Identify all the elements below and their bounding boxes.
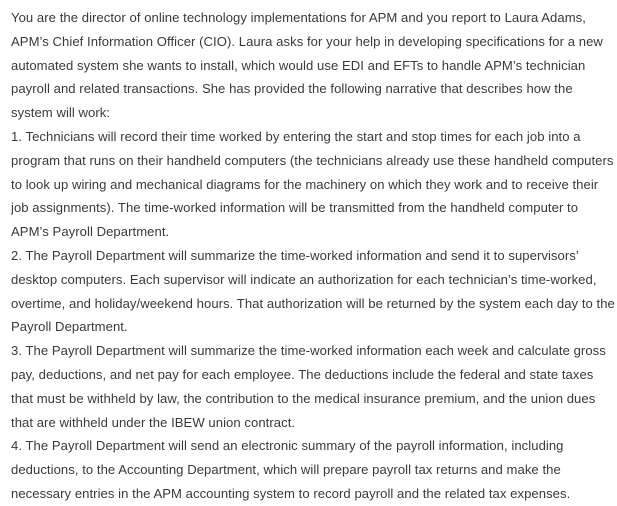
step-1-paragraph: 1. Technicians will record their time worked by entering the start and stop times for each job into a program that runs on their handheld computers (the technicians already use these handheld computers to look up wiring and mechanical diagrams for the machinery on which they work and to receive their job assignments). The time-worked information will be transmitted from the handheld computer to APM’s Payroll Department. <box>11 128 614 240</box>
document-body <box>11 6 615 506</box>
step-2-paragraph: 2. The Payroll Department will summarize the time-worked information and send it to supervisors’ desktop computers. Each supervisor will indicate an authorization for each technician’s time-worked, overtime, and holiday/weekend hours. That authorization will be returned by the system each day to the Payroll Department. <box>11 247 615 335</box>
step-4-paragraph: 4. The Payroll Department will send an electronic summary of the payroll information, including deductions, to the Accounting Department, which will prepare payroll tax returns and make the necessary entries in the APM accounting system to record payroll and the related tax expenses. <box>11 438 571 501</box>
step-3-paragraph: 3. The Payroll Department will summarize the time-worked information each week and calculate gross pay, deductions, and net pay for each employee. The deductions include the federal and state taxes that must be withheld by law, the contribution to the medical insurance premium, and the union dues that are withheld under the IBEW union contract. <box>11 343 606 430</box>
intro-paragraph: You are the director of online technology implementations for APM and you report to Laura Adams, APM’s Chief Information Officer (CIO). Laura asks for your help in developing specifications for a new automated system she wants to install, which would use EDI and EFTs to handle APM’s technician payroll and related transactions. She has provided the following narrative that describes how the system will work: <box>11 10 603 121</box>
